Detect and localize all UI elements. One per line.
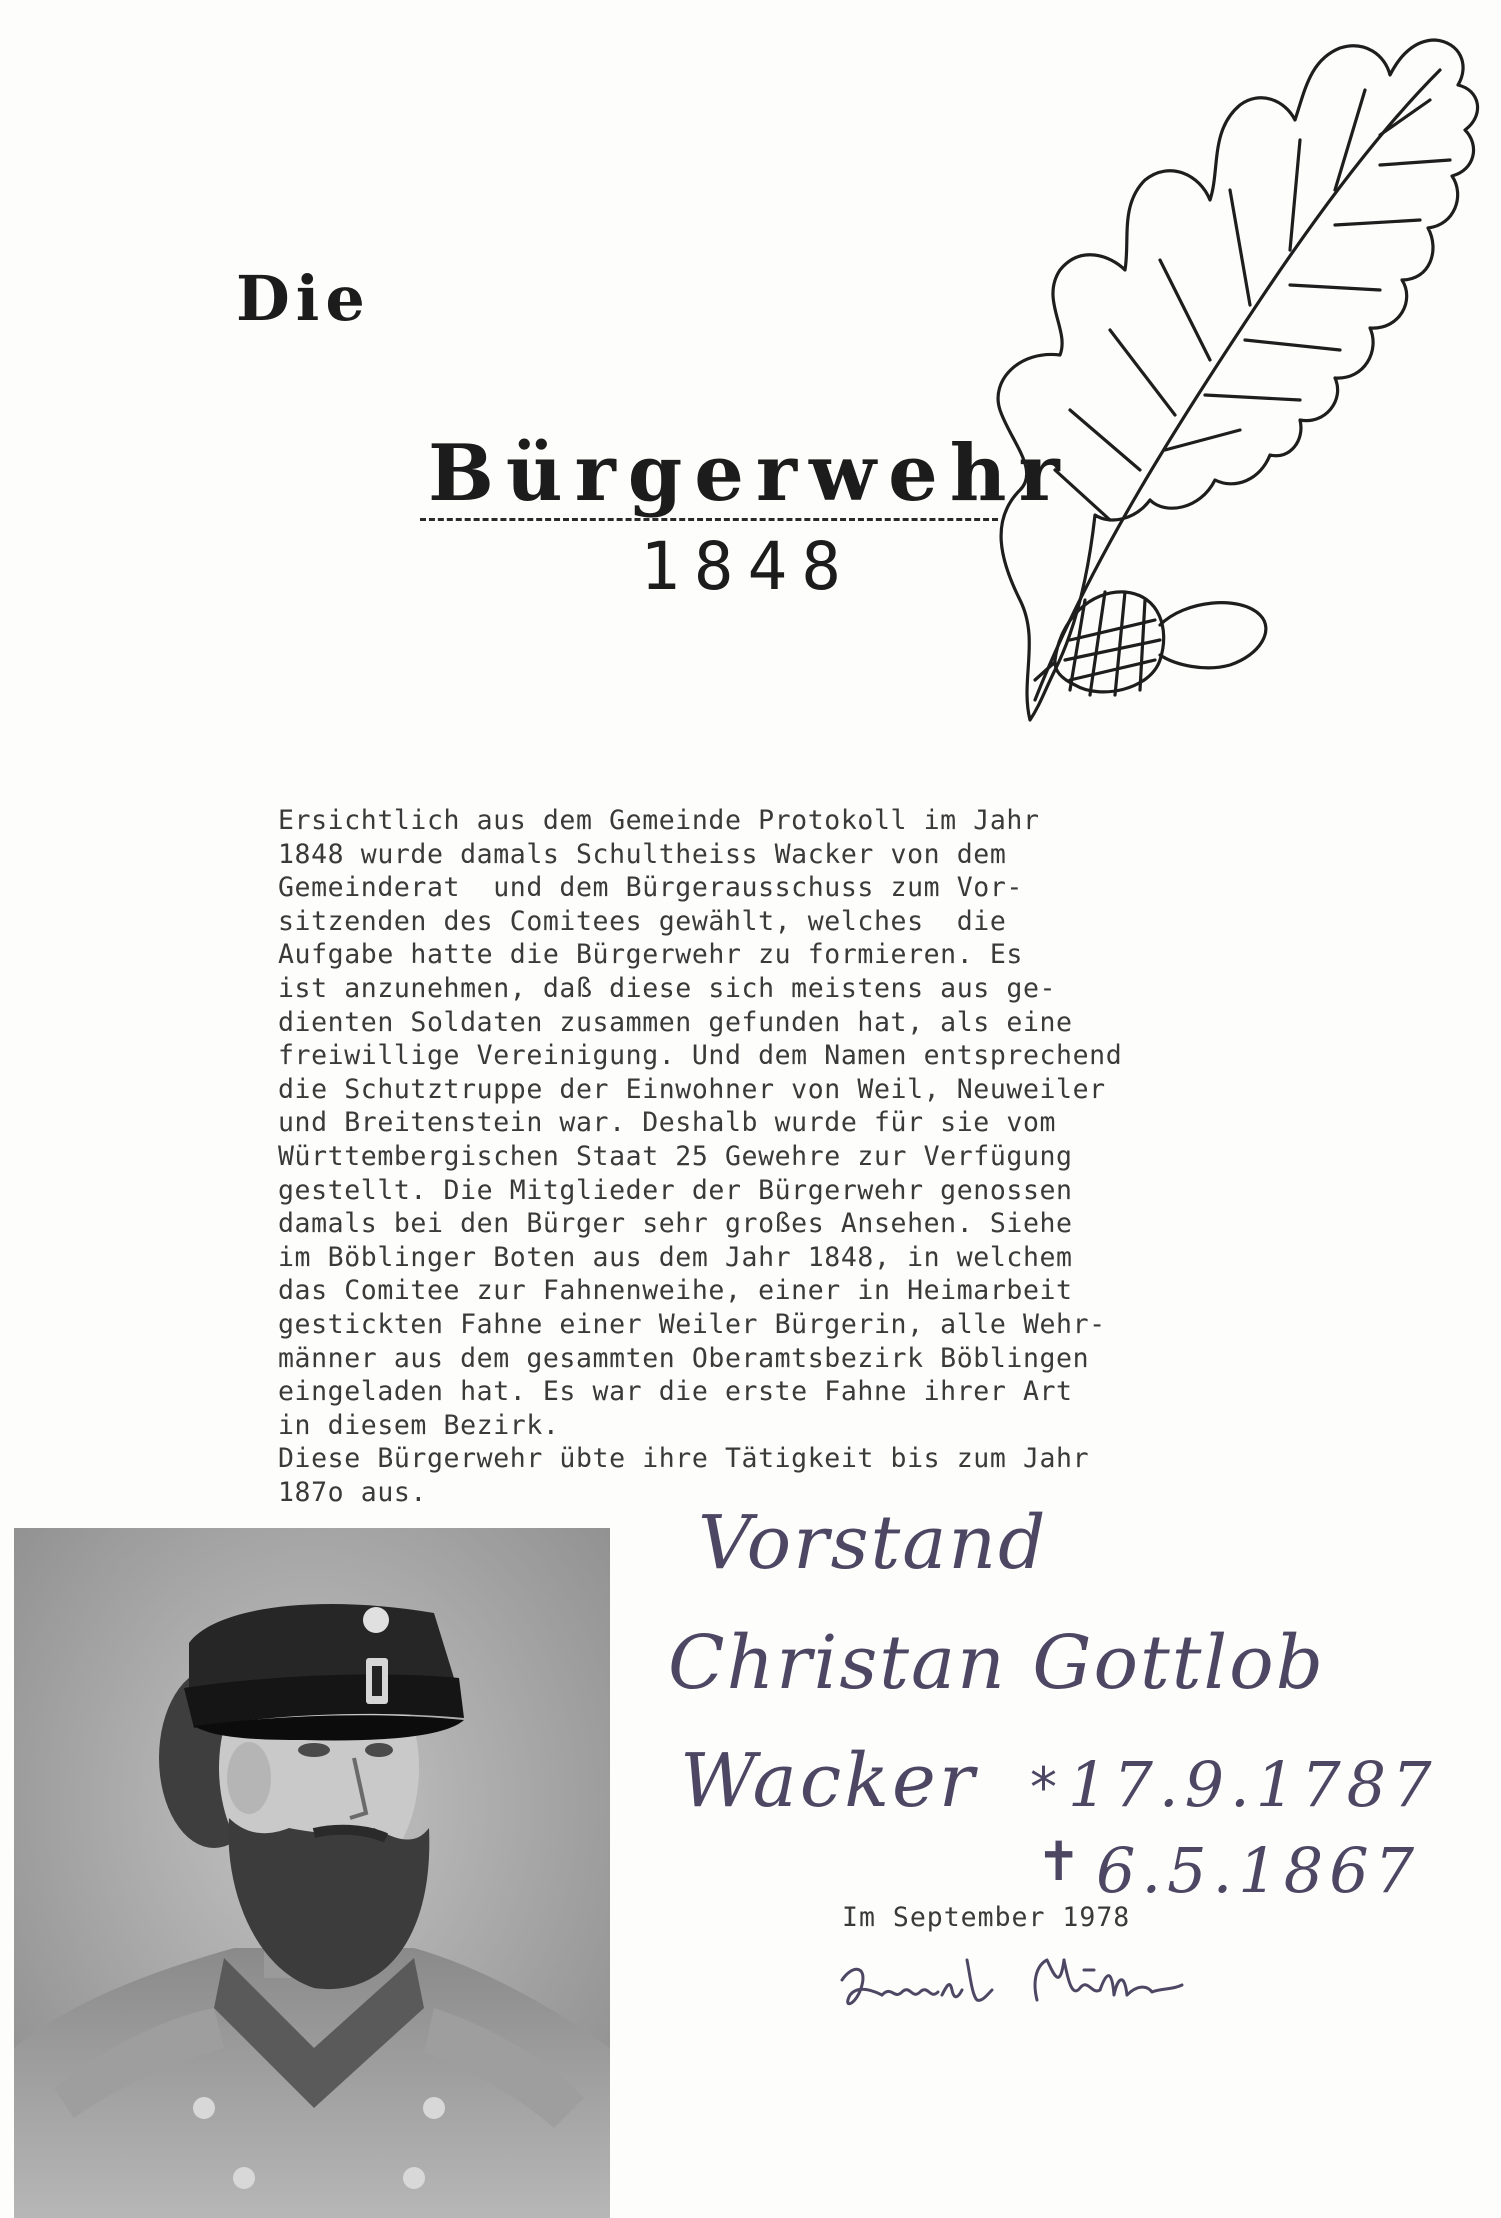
handwritten-signature bbox=[832, 1940, 1202, 2030]
title-underline bbox=[420, 518, 998, 521]
text-line: Aufgabe hatte die Bürgerwehr zu formieren. Es bbox=[278, 939, 1023, 971]
text-line: eingeladen hat. Es war die erste Fahne ihrer Art bbox=[278, 1376, 1073, 1408]
text-line: männer aus dem gesammten Oberamtsbezirk Böblingen bbox=[278, 1342, 1090, 1374]
handwritten-role: Vorstand bbox=[698, 1500, 1048, 1586]
text-line: gestellt. Die Mitglieder der Bürgerwehr genossen bbox=[278, 1174, 1073, 1206]
text-line: und Breitenstein war. Deshalb wurde für sie vom bbox=[278, 1107, 1057, 1139]
text-line: 1848 wurde damals Schultheiss Wacker von dem bbox=[278, 838, 1007, 870]
title-die: Die bbox=[236, 262, 371, 335]
death-symbol: ✝ bbox=[1036, 1830, 1082, 1893]
text-line: Württembergischen Staat 25 Gewehre zur Verfügung bbox=[278, 1140, 1073, 1172]
date-line: Im September 1978 bbox=[842, 1902, 1131, 1933]
text-line: im Böblinger Boten aus dem Jahr 1848, in welchem bbox=[278, 1241, 1073, 1273]
birth-date: 17.9.1787 bbox=[1068, 1748, 1438, 1821]
title-buergerwehr: Bürgerwehr bbox=[428, 428, 1072, 519]
title-year: 1848 bbox=[640, 528, 855, 605]
portrait-drawing bbox=[14, 1528, 610, 2218]
text-line: Gemeinderat und dem Bürgerausschuss zum Vor- bbox=[278, 872, 1023, 904]
portrait-photo bbox=[14, 1528, 610, 2218]
text-line: Diese Bürgerwehr übte ihre Tätigkeit bis zum Jahr bbox=[278, 1443, 1090, 1475]
text-line: in diesem Bezirk. bbox=[278, 1409, 560, 1441]
text-line: gestickten Fahne einer Weiler Bürgerin, alle Wehr- bbox=[278, 1308, 1106, 1340]
text-line: freiwillige Vereinigung. Und dem Namen entsprechend bbox=[278, 1040, 1123, 1072]
death-date: 6.5.1867 bbox=[1096, 1834, 1421, 1907]
text-line: dienten Soldaten zusammen gefunden hat, als eine bbox=[278, 1006, 1073, 1038]
handwritten-name-line2: Wacker bbox=[680, 1738, 978, 1824]
text-line: 187o aus. bbox=[278, 1476, 427, 1508]
handwritten-name-line1: Christan Gottlob bbox=[668, 1620, 1326, 1706]
text-line: damals bei den Bürger sehr großes Ansehen. Siehe bbox=[278, 1208, 1073, 1240]
oak-leaf-illustration bbox=[960, 0, 1490, 750]
birth-symbol: * bbox=[1030, 1756, 1057, 1819]
text-line: sitzenden des Comitees gewählt, welches die bbox=[278, 905, 1007, 937]
text-line: ist anzunehmen, daß diese sich meistens aus ge- bbox=[278, 972, 1057, 1004]
text-line: das Comitee zur Fahnenweihe, einer in Heimarbeit bbox=[278, 1275, 1073, 1307]
text-line: die Schutztruppe der Einwohner von Weil, Neuweiler bbox=[278, 1073, 1106, 1105]
text-line: Ersichtlich aus dem Gemeinde Protokoll im Jahr bbox=[278, 805, 1040, 836]
body-text bbox=[278, 804, 1358, 1509]
